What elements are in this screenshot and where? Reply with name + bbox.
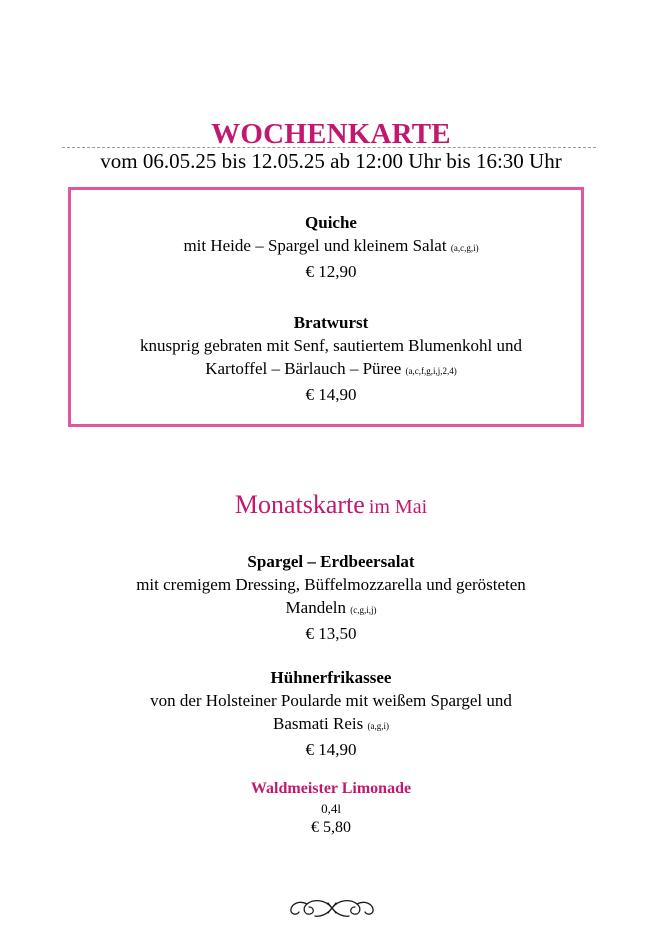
- dish-description: [0, 712, 662, 738]
- dish-desc-line: Basmati Reis: [273, 714, 364, 733]
- dish-description: [0, 596, 662, 622]
- dish-price: € 14,90: [305, 740, 357, 759]
- dish-desc-line: Kartoffel – Bärlauch – Püree: [205, 359, 402, 378]
- dish-allergens: (c,g,i,j): [350, 605, 377, 615]
- dish-description: [0, 234, 662, 260]
- dish-desc-line: knusprig gebraten mit Senf, sautiertem Blumenkohl und: [140, 336, 522, 355]
- dish-price: € 12,90: [305, 262, 357, 281]
- dish-name: Spargel – Erdbeersalat: [247, 552, 415, 571]
- monthly-heading: [0, 490, 662, 520]
- drink-name: Waldmeister Limonade: [250, 780, 412, 797]
- weekly-period: vom 06.05.25 bis 12.05.25 ab 12:00 Uhr bis 16:30 Uhr: [100, 149, 562, 173]
- monthly-heading-sub: im Mai: [368, 496, 428, 518]
- dish-allergens: (a,c,g,i): [450, 243, 479, 253]
- dish-desc-line: Mandeln: [285, 598, 346, 617]
- weekly-dish-bratwurst: [0, 311, 662, 406]
- title-divider: [62, 147, 596, 148]
- dish-price: € 13,50: [305, 624, 357, 643]
- monthly-dish-huehnerfrikassee: [0, 666, 662, 761]
- flourish-ornament-icon: [289, 895, 375, 921]
- drink-price: € 5,80: [311, 819, 351, 836]
- dish-desc-line: mit Heide – Spargel und kleinem Salat: [183, 236, 447, 255]
- monthly-heading-main: Monatskarte: [234, 490, 365, 519]
- dish-allergens: (a,c,f,g,i,j,2,4): [405, 366, 457, 376]
- dish-description: [0, 357, 662, 383]
- dish-price: € 14,90: [305, 385, 357, 404]
- dish-name: Bratwurst: [293, 313, 369, 332]
- dish-name: Quiche: [305, 213, 357, 232]
- weekly-dish-quiche: [0, 211, 662, 283]
- dish-name: Hühnerfrikassee: [270, 668, 392, 687]
- monthly-drink: [0, 778, 662, 839]
- dish-allergens: (a,g,i): [367, 721, 389, 731]
- dish-desc-line: von der Holsteiner Poularde mit weißem Spargel und: [150, 691, 512, 710]
- page-title: WOCHENKARTE: [211, 118, 451, 150]
- monthly-dish-spargel-salat: [0, 550, 662, 645]
- dish-desc-line: mit cremigem Dressing, Büffelmozzarella und gerösteten: [136, 575, 526, 594]
- drink-volume: 0,4l: [321, 801, 341, 816]
